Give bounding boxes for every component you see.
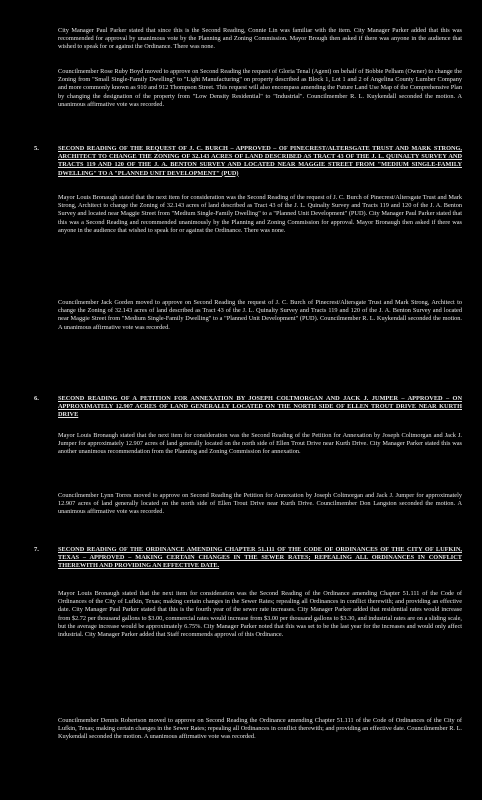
item-number: 7. — [34, 546, 39, 553]
item-number: 6. — [34, 395, 39, 402]
item-motion-paragraph: Councilmember Dennis Robertson moved to approve on Second Reading the Ordinance amending Chapter 51.111 of the Code of Ordinances of the City of Lufkin, Texas; making certain changes in the Sewer Rates; repealing all Ordinances in conflict therewith; and providing an effective date. Councilmember R. L. Kuykendall seconded the motion. A unanimous affirmative vote was recorded. — [58, 717, 462, 741]
motion-paragraph: Councilmember Rose Ruby Boyd moved to approve on Second Reading the request of Gloria Tenal (Agent) on behalf of Bobbie Pelham (Owner) to change the Zoning from "Small Single-Family Dwelling" to "Light Manufacturing" on property described as Block 1, Lot 1 and 2 of Angelina County Lumber Company and more commonly known as 910 and 912 Thompson Street. This request will also encompass amending the Future Land Use Map of the Comprehensive Plan by changing the designation of the property from "Low Density Residential" to "Industrial". Councilmember R. L. Kuykendall seconded the motion. A unanimous affirmative vote was recorded. — [58, 68, 462, 108]
item-heading: SECOND READING OF THE REQUEST OF J. C. BURCH – APPROVED – OF PINECREST/ALTERSGATE TRUST AND MARK STRONG, ARCHITECT TO CHANGE THE ZONING OF 32.143 ACRES OF LAND DESCRIBED AS TRACT 43 OF THE J. L. QUINALTY SURVEY AND TRACTS 119 AND 120 OF THE J. A. BENTON SURVEY AND LOCATED NEAR MAGGIE STREET FROM "MEDIUM SINGLE-FAMILY DWELLING" TO A "PLANNED UNIT DEVELOPMENT" (PUD) — [58, 145, 462, 177]
item-motion-paragraph: Councilmember Jack Gorden moved to approve on Second Reading the request of J. C. Burch of Pinecrest/Altersgate Trust and Mark Strong, Architect to change the Zoning of 32.143 acres of land described as Tract 43 of the J. L. Quinalty Survey and Tracts 119 and 120 of the J. A. Benton Survey and located near Maggie Street from "Medium Single-Family Dwelling" to a "Planned Unit Development" (PUD). Councilmember R. L. Kuykendall seconded the motion. A unanimous affirmative vote was recorded. — [58, 299, 462, 331]
item-discussion-paragraph: Mayor Louis Bronaugh stated that the next item for consideration was the Second Reading of the request of J. C. Burch of Pinecrest/Altersgate Trust and Mark Strong, Architect to change the Zoning of 32.143 acres of land described as Tract 43 of the J. L. Quinalty Survey and Tracts 119 and 120 of the J. A. Benton Survey and located near Maggie Street from "Medium Single-Family Dwelling" to a "Planned Unit Development" (PUD). City Manager Paul Parker stated that this was a Second Reading and recommended unanimously by the Planning and Zoning Commission for approval. Mayor Bronaugh then asked if there was anyone in the audience that wished to speak for or against the Ordinance. There was none. — [58, 194, 462, 234]
item-discussion-paragraph: Mayor Louis Bronaugh stated that the next item for consideration was the Second Reading of the Ordinance amending Chapter 51.111 of the Code of Ordinances of the City of Lufkin, Texas; making certain changes in the Sewer Rates; repealing all Ordinances in conflict therewith; and providing an effective date. City Manager Paul Parker stated that this is the fourth year of the sewer rate increases. City Manager Parker added that residential rates would increase from $2.72 per thousand gallons to $3.00, commercial rates would increase from $3.00 per thousand gallons to $3.30, and industrial rates are on a sliding scale, but the average increase would be approximately 6.75%. City Manager Parker noted that this was set to be the last year for the increases and would only affect industrial. City Manager Parker added that Staff recommends approval of this Ordinance. — [58, 590, 462, 639]
item-heading: SECOND READING OF A PETITION FOR ANNEXATION BY JOSEPH COLTMORGAN AND JACK J. JUMPER – APPROVED – ON APPROXIMATELY 12.907 ACRES OF LAND GENERALLY LOCATED ON THE NORTH SIDE OF ELLEN TROUT DRIVE NEAR KURTH DRIVE — [58, 395, 462, 419]
item-heading: SECOND READING OF THE ORDINANCE AMENDING CHAPTER 51.111 OF THE CODE OF ORDINANCES OF THE CITY OF LUFKIN, TEXAS – APPROVED – MAKING CERTAIN CHANGES IN THE SEWER RATES; REPEALING ALL ORDINANCES IN CONFLICT THEREWITH AND PROVIDING AN EFFECTIVE DATE. — [58, 546, 462, 570]
item-discussion-paragraph: Mayor Louis Bronaugh stated that the next item for consideration was the Second Reading of the Petition for Annexation by Joseph Coltmorgan and Jack J. Jumper for approximately 12.907 acres of land generally located on the north side of Ellen Trout Drive near Kurth Drive. City Manager Parker stated this was another unanimous recommendation from the Planning and Zoning Commission for annexation. — [58, 432, 462, 456]
item-motion-paragraph: Councilmember Lynn Torres moved to approve on Second Reading the Petition for Annexation by Joseph Coltmorgan and Jack J. Jumper for approximately 12.907 acres of land generally located on the north side of Ellen Trout Drive near Kurth Drive. Councilmember Don Langston seconded the motion. A unanimous affirmative vote was recorded. — [58, 492, 462, 516]
item-number: 5. — [34, 145, 39, 152]
intro-paragraph: City Manager Paul Parker stated that since this is the Second Reading, Connie Lin was familiar with the item. City Manager Parker added that this was recommended for approval by unanimous vote by the Planning and Zoning Commission. Mayor Brough then asked if there was anyone in the audience that wished to speak for or against the Ordinance. There was none. — [58, 27, 462, 51]
